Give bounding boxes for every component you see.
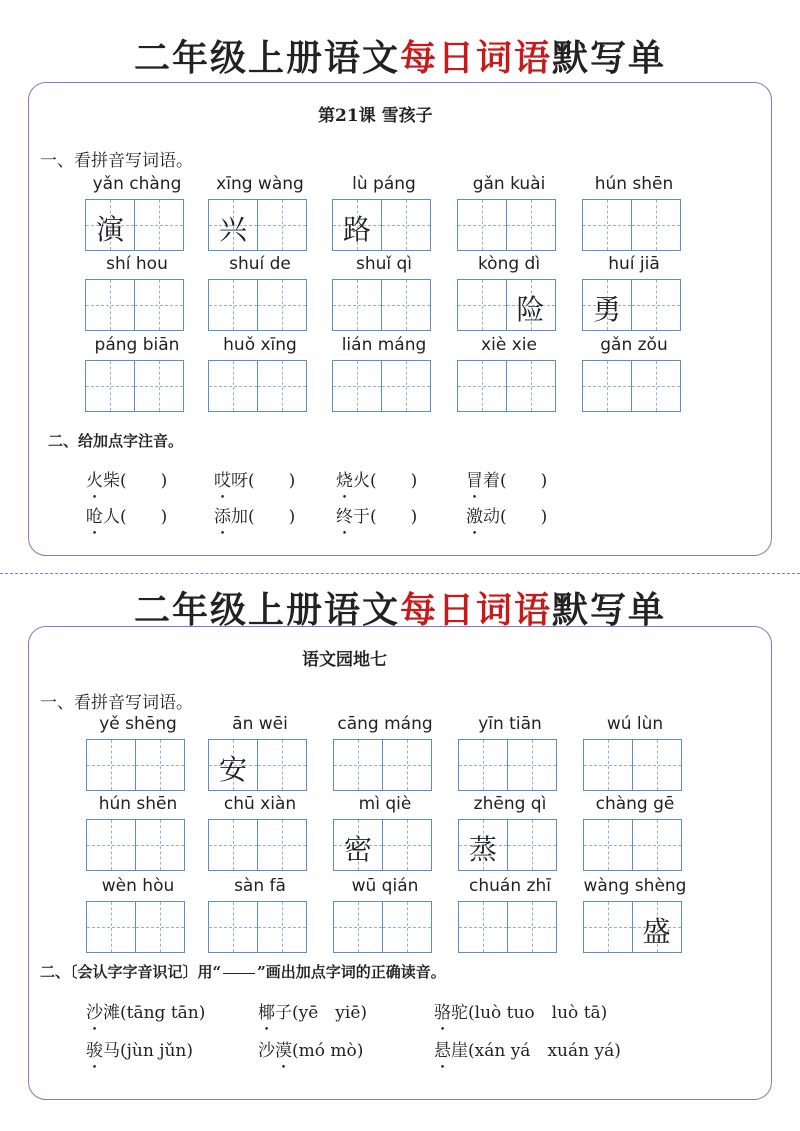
pinyin-label: cāng máng xyxy=(337,714,433,734)
question-rest: 火( ) xyxy=(353,471,418,491)
sheet2-lesson-title: 语文园地七 xyxy=(302,650,387,670)
writing-cell[interactable] xyxy=(458,901,508,953)
question-rest: 人( ) xyxy=(103,507,168,527)
given-character: 盛 xyxy=(642,915,671,948)
reading-question[interactable] xyxy=(258,998,367,1023)
tianzige-box[interactable] xyxy=(333,901,435,953)
writing-cell[interactable] xyxy=(208,279,258,331)
pinyin-label: kòng dì xyxy=(477,254,541,274)
dotted-character: 终 xyxy=(336,507,353,527)
dotted-character: 烧 xyxy=(336,471,353,491)
dotted-character: 哎 xyxy=(214,471,231,491)
writing-cell[interactable] xyxy=(208,199,258,251)
writing-cell[interactable] xyxy=(583,819,633,871)
writing-cell[interactable] xyxy=(382,901,432,953)
writing-cell[interactable] xyxy=(457,199,507,251)
pinyin-label: ān wēi xyxy=(232,714,288,734)
tianzige-box[interactable] xyxy=(583,739,685,791)
writing-cell[interactable] xyxy=(458,819,508,871)
given-character: 兴 xyxy=(218,213,247,246)
writing-cell[interactable] xyxy=(382,739,432,791)
tianzige-box[interactable] xyxy=(85,360,187,412)
tianzige-box[interactable] xyxy=(458,739,560,791)
tianzige-box[interactable] xyxy=(457,360,559,412)
writing-cell[interactable] xyxy=(208,739,258,791)
tianzige-box[interactable] xyxy=(332,360,434,412)
writing-cell[interactable] xyxy=(381,199,431,251)
writing-cell[interactable] xyxy=(507,901,557,953)
writing-cell[interactable] xyxy=(86,901,136,953)
writing-cell[interactable] xyxy=(507,739,557,791)
tianzige-box[interactable] xyxy=(332,199,434,251)
dotted-character: 漠 xyxy=(275,1041,292,1061)
pinyin-label: huí jiā xyxy=(608,254,660,274)
tone-question[interactable] xyxy=(214,466,295,491)
given-character: 蒸 xyxy=(468,833,497,866)
writing-cell[interactable] xyxy=(631,199,681,251)
pinyin-label: mì qiè xyxy=(358,794,412,814)
pinyin-label: shuǐ qì xyxy=(355,254,413,274)
dotted-character: 冒 xyxy=(466,471,483,491)
question-rest: 着( ) xyxy=(483,471,548,491)
tianzige-box[interactable] xyxy=(208,360,310,412)
writing-cell[interactable] xyxy=(582,199,632,251)
writing-cell[interactable] xyxy=(332,199,382,251)
writing-cell[interactable] xyxy=(332,279,382,331)
pinyin-label: wū qián xyxy=(351,876,419,896)
sheet2-section1-label: 一、看拼音写词语。 xyxy=(40,693,193,713)
writing-cell[interactable] xyxy=(85,199,135,251)
writing-cell[interactable] xyxy=(134,360,184,412)
dotted-character: 椰 xyxy=(258,1003,275,1023)
question-rest: 崖(xán yá xuán yá) xyxy=(451,1041,621,1061)
question-rest: 子(yē yiē) xyxy=(275,1003,368,1023)
question-rest: 马(jùn jǔn) xyxy=(103,1041,194,1061)
tianzige-box[interactable] xyxy=(86,901,188,953)
writing-cell[interactable] xyxy=(134,279,184,331)
writing-cell[interactable] xyxy=(333,901,383,953)
pinyin-label: huǒ xīng xyxy=(223,335,297,355)
tianzige-box[interactable] xyxy=(208,739,310,791)
underline-blank xyxy=(223,973,255,974)
given-character: 演 xyxy=(95,213,124,246)
tianzige-box[interactable] xyxy=(457,199,559,251)
writing-cell[interactable] xyxy=(631,279,681,331)
tone-question[interactable] xyxy=(86,466,167,491)
tone-question[interactable] xyxy=(336,466,417,491)
writing-cell[interactable] xyxy=(257,739,307,791)
pinyin-label: wàng shèng xyxy=(583,876,687,896)
dotted-character: 添 xyxy=(214,507,231,527)
given-character: 密 xyxy=(343,833,372,866)
writing-cell[interactable] xyxy=(332,360,382,412)
dotted-character: 激 xyxy=(466,507,483,527)
tianzige-box[interactable] xyxy=(332,279,434,331)
pinyin-label: hún shēn xyxy=(594,174,674,194)
writing-cell[interactable] xyxy=(333,819,383,871)
reading-question[interactable] xyxy=(86,998,205,1023)
tianzige-box[interactable] xyxy=(583,901,685,953)
writing-cell[interactable] xyxy=(506,279,556,331)
tianzige-box[interactable] xyxy=(208,279,310,331)
tianzige-box[interactable] xyxy=(85,279,187,331)
writing-cell[interactable] xyxy=(257,360,307,412)
writing-cell[interactable] xyxy=(582,279,632,331)
writing-cell[interactable] xyxy=(583,901,633,953)
pinyin-label: zhēng qì xyxy=(473,794,547,814)
pinyin-label: hún shēn xyxy=(98,794,178,814)
writing-cell[interactable] xyxy=(583,739,633,791)
pinyin-label: lián máng xyxy=(341,335,427,355)
dotted-character: 呛 xyxy=(86,507,103,527)
writing-cell[interactable] xyxy=(257,199,307,251)
pinyin-label: yǎn chàng xyxy=(92,174,182,194)
pinyin-label: gǎn kuài xyxy=(472,174,546,194)
pinyin-label: wú lùn xyxy=(606,714,664,734)
dotted-character: 骏 xyxy=(86,1041,103,1061)
writing-cell[interactable] xyxy=(135,819,185,871)
question-rest: 于( ) xyxy=(353,507,418,527)
tone-question[interactable] xyxy=(466,466,547,491)
dotted-character: 悬 xyxy=(434,1041,451,1061)
pinyin-label: xīng wàng xyxy=(216,174,304,194)
tianzige-box[interactable] xyxy=(86,739,188,791)
question-rest: 滩(tāng tān) xyxy=(103,1003,206,1023)
tianzige-box[interactable] xyxy=(582,199,684,251)
tone-question[interactable] xyxy=(86,502,167,527)
pinyin-label: yīn tiān xyxy=(478,714,542,734)
writing-cell[interactable] xyxy=(457,279,507,331)
cut-line-divider xyxy=(0,573,800,574)
pinyin-label: chū xiàn xyxy=(223,794,297,814)
writing-cell[interactable] xyxy=(257,901,307,953)
writing-cell[interactable] xyxy=(86,819,136,871)
question-rest: (mó mò) xyxy=(292,1041,364,1061)
writing-cell[interactable] xyxy=(208,819,258,871)
writing-cell[interactable] xyxy=(632,819,682,871)
reading-question[interactable] xyxy=(434,998,607,1023)
writing-cell[interactable] xyxy=(582,360,632,412)
pinyin-label: shuí de xyxy=(229,254,291,274)
dotted-character: 沙 xyxy=(86,1003,103,1023)
question-rest: 驼(luò tuo luò tā) xyxy=(451,1003,608,1023)
reading-question[interactable] xyxy=(434,1036,621,1061)
tianzige-box[interactable] xyxy=(208,199,310,251)
tianzige-box[interactable] xyxy=(582,279,684,331)
writing-cell[interactable] xyxy=(458,739,508,791)
writing-cell[interactable] xyxy=(208,901,258,953)
writing-cell[interactable] xyxy=(381,279,431,331)
pinyin-label: chàng gē xyxy=(595,794,675,814)
pinyin-label: wèn hòu xyxy=(101,876,175,896)
given-character: 路 xyxy=(342,213,371,246)
pinyin-label: gǎn zǒu xyxy=(600,335,668,355)
writing-cell[interactable] xyxy=(86,739,136,791)
writing-cell[interactable] xyxy=(506,199,556,251)
writing-cell[interactable] xyxy=(135,901,185,953)
question-rest: 柴( ) xyxy=(103,471,168,491)
writing-cell[interactable] xyxy=(208,360,258,412)
tianzige-box[interactable] xyxy=(333,739,435,791)
tianzige-box[interactable] xyxy=(582,360,684,412)
tianzige-box[interactable] xyxy=(85,199,187,251)
tianzige-box[interactable] xyxy=(583,819,685,871)
writing-cell[interactable] xyxy=(632,901,682,953)
sheet1-lesson-title: 第21课 雪孩子 xyxy=(318,106,433,126)
writing-cell[interactable] xyxy=(382,819,432,871)
tone-question[interactable] xyxy=(466,502,547,527)
tianzige-box[interactable] xyxy=(208,901,310,953)
word-prefix: 沙 xyxy=(258,1041,275,1061)
question-rest: 呀( ) xyxy=(231,471,296,491)
pinyin-label: yě shēng xyxy=(99,714,177,734)
pinyin-label: shí hou xyxy=(106,254,168,274)
question-rest: 加( ) xyxy=(231,507,296,527)
sheet2-section2-label: 二、〔会认字字音识记〕用“ ”画出加点字词的正确读音。 xyxy=(40,963,446,981)
tianzige-box[interactable] xyxy=(458,819,560,871)
writing-cell[interactable] xyxy=(381,360,431,412)
given-character: 险 xyxy=(516,293,545,326)
given-character: 勇 xyxy=(592,293,621,326)
pinyin-label: sàn fā xyxy=(234,876,286,896)
pinyin-label: lù páng xyxy=(352,174,416,194)
writing-cell[interactable] xyxy=(135,739,185,791)
writing-cell[interactable] xyxy=(631,360,681,412)
writing-cell[interactable] xyxy=(507,819,557,871)
writing-cell[interactable] xyxy=(257,819,307,871)
writing-cell[interactable] xyxy=(85,279,135,331)
writing-cell[interactable] xyxy=(333,739,383,791)
sheet1-section2-label: 二、给加点字注音。 xyxy=(48,432,184,450)
writing-cell[interactable] xyxy=(457,360,507,412)
sheet1-title: 二年级上册语文每日词语默写单 xyxy=(133,38,667,79)
pinyin-label: páng biān xyxy=(94,335,180,355)
sheet1-section1-label: 一、看拼音写词语。 xyxy=(40,151,193,171)
writing-cell[interactable] xyxy=(85,360,135,412)
dotted-character: 火 xyxy=(86,471,103,491)
question-rest: 动( ) xyxy=(483,507,548,527)
sheet2-title: 二年级上册语文每日词语默写单 xyxy=(133,590,667,631)
tone-question[interactable] xyxy=(214,502,295,527)
tianzige-box[interactable] xyxy=(457,279,559,331)
pinyin-label: chuán zhī xyxy=(469,876,551,896)
tianzige-box[interactable] xyxy=(208,819,310,871)
writing-cell[interactable] xyxy=(257,279,307,331)
tianzige-box[interactable] xyxy=(86,819,188,871)
writing-cell[interactable] xyxy=(134,199,184,251)
dotted-character: 骆 xyxy=(434,1003,451,1023)
reading-question[interactable] xyxy=(86,1036,193,1061)
given-character: 安 xyxy=(218,753,247,786)
writing-cell[interactable] xyxy=(506,360,556,412)
tianzige-box[interactable] xyxy=(458,901,560,953)
reading-question[interactable] xyxy=(258,1036,363,1061)
tianzige-box[interactable] xyxy=(333,819,435,871)
tone-question[interactable] xyxy=(336,502,417,527)
pinyin-label: xiè xie xyxy=(481,335,537,355)
writing-cell[interactable] xyxy=(632,739,682,791)
